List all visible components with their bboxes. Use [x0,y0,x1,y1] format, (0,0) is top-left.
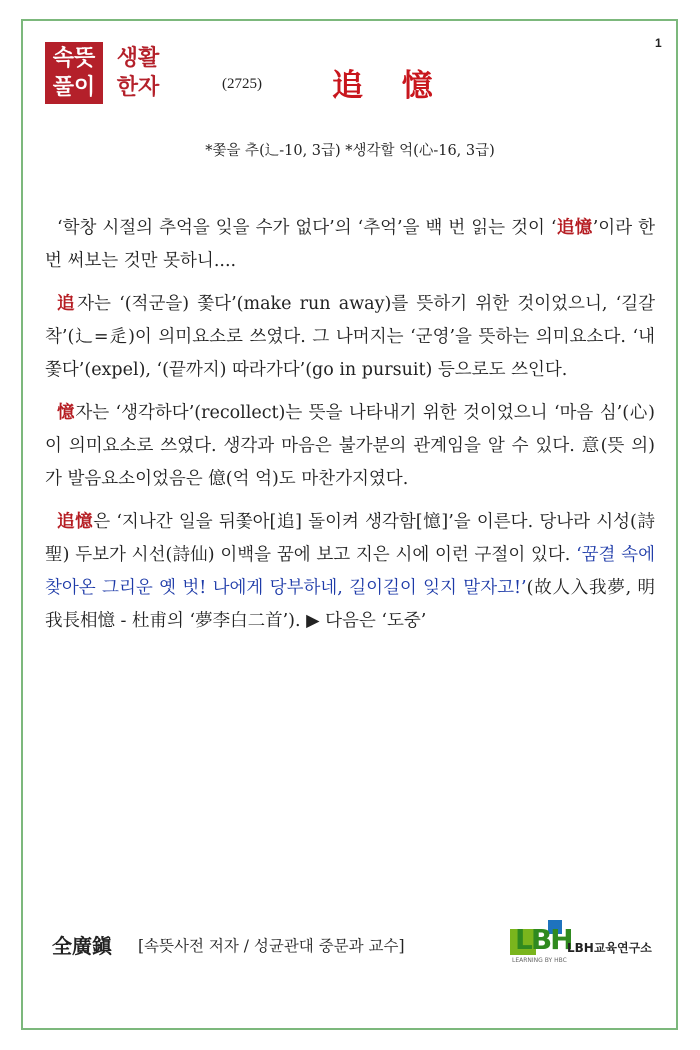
paragraph-1 [45,212,655,278]
publisher-name: LBH교육연구소 [567,941,652,955]
page-number: 1 [655,36,662,50]
publisher-logo [510,915,665,970]
p3-text-1: 자는 ‘생각하다’(recollect)는 뜻을 나타내기 위한 것이었으니 ‘마음 심’(心)이 의미요소로 쓰였다. 생각과 마음은 불가분의 관계임을 알 수 있다. 意(뜻 의)가 발음요소이었음은 億(억 억)도 마찬가지였다. [45,403,655,489]
p3-highlight: 憶 [57,403,76,423]
paragraph-3 [45,397,655,496]
logo-left-block [45,42,103,104]
p1-text-1: ‘학창 시절의 추억을 잊을 수가 없다’의 ‘추억’을 백 번 읽는 것이 ‘ [57,218,557,238]
article-title: 追 憶 [332,68,447,104]
p4-text-1: 은 ‘지나간 일을 뒤쫓아[追] 돌이켜 생각함[憶]’을 이른다. 당나라 시성(詩聖) 두보가 시선(詩仙) 이백을 꿈에 보고 지은 시에 이런 구절이 있다. [45,512,656,565]
p4-quote: ‘꿈결 속에 찾아온 그리운 옛 벗! 나에게 당부하네, 길이길이 잊지 말자고!’ [45,545,655,598]
author-name: 全廣鎭 [52,934,112,958]
logo-right-block [105,42,171,104]
logo-left-line2: 풀이 [52,75,96,100]
logo-mark-text: LBH [515,923,572,956]
character-readings: *쫓을 추(辶-10, 3급) *생각할 억(心-16, 3급) [205,143,495,159]
author-role: [속뜻사전 저자 / 성균관대 중문과 교수] [138,937,405,955]
p2-highlight: 追 [57,294,78,314]
series-logo [45,42,171,104]
p1-text-2: ’이라 한 번 써보는 것만 못하니.... [45,218,656,271]
p1-highlight: 追憶 [556,218,593,238]
paragraph-4 [45,506,655,638]
p2-text-1: 자는 ‘(적군을) 쫓다’(make run away)를 뜻하기 위한 것이었으니, ‘길갈 착’(辶=辵)이 의미요소로 쓰였다. 그 나머지는 ‘군영’을 뜻하는 의미요소다. ‘내쫓다’(expel), ‘(끝까지) 따라가다’(go in pursuit) 등으로도 쓰인다. [45,294,655,380]
p4-highlight: 追憶 [57,512,94,532]
p4-text-2: (故人入我夢, 明我長相憶 - 杜甫의 ‘夢李白二首’). ▶ 다음은 ‘도중’ [45,578,656,631]
logo-mark-subtext: LEARNING BY HBC [512,957,567,964]
article-number: (2725) [222,76,262,92]
logo-right-line2: 한자 [116,75,160,100]
logo-right-line1: 생활 [116,46,160,71]
article-body [45,212,655,648]
logo-left-line1: 속뜻 [52,46,96,71]
paragraph-2 [45,288,655,387]
